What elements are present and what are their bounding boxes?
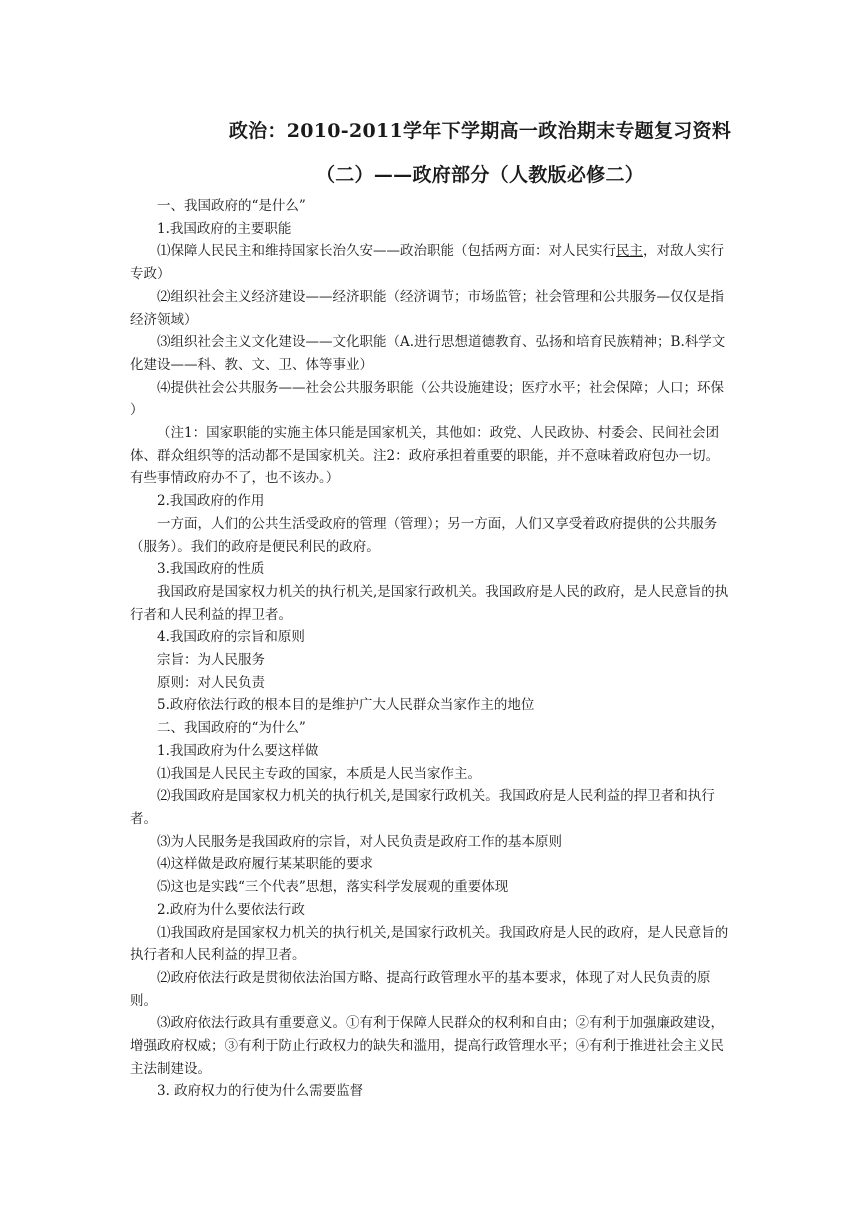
note-paragraph: （注1：国家职能的实施主体只能是国家机关，其他如：政党、人民政协、村委会、民间社会团体、群众组织等的活动都不是国家机关。注2：政府承担着重要的职能，并不意味着政府包办一切。有些事情政府办不了，也不该办。） bbox=[130, 425, 720, 487]
paragraph: ⑷这样做是政府履行某某职能的要求 bbox=[157, 856, 373, 873]
subheading: 1.我国政府的主要职能 bbox=[157, 220, 292, 237]
paragraph: ⑴我国政府是国家权力机关的执行机关,是国家行政机关。我国政府是人民的政府，是人民意旨的执行者和人民利益的捍卫者。 bbox=[130, 924, 729, 964]
paragraph: ⑴我国是人民民主专政的国家，本质是人民当家作主。 bbox=[157, 765, 481, 782]
paragraph-text: ，对敌人实行专政） bbox=[130, 243, 724, 283]
underlined-word: 民主 bbox=[616, 243, 643, 260]
document-title-line-2: （二）——政府部分（人教版必修二） bbox=[315, 164, 645, 186]
paragraph: ⑸这也是实践“三个代表”思想，落实科学发展观的重要体现 bbox=[157, 879, 509, 896]
paragraph: ⑵组织社会主义经济建设——经济职能（经济调节；市场监管；社会管理和公共服务—仅仅是指经济领域） bbox=[130, 288, 724, 328]
subheading: 1.我国政府为什么要这样做 bbox=[157, 742, 319, 759]
paragraph: ⑶为人民服务是我国政府的宗旨，对人民负责是政府工作的基本原则 bbox=[157, 833, 562, 850]
subheading: 4.我国政府的宗旨和原则 bbox=[157, 629, 305, 646]
paragraph: 我国政府是国家权力机关的执行机关,是国家行政机关。我国政府是人民的政府，是人民意旨的执行者和人民利益的捍卫者。 bbox=[130, 583, 729, 623]
document-title-line-1: 政治：2010-2011学年下学期高一政治期末专题复习资料 bbox=[228, 120, 732, 142]
paragraph: 一方面，人们的公共生活受政府的管理（管理）；另一方面，人们又享受着政府提供的公共服务（服务）。我们的政府是便民利民的政府。 bbox=[130, 515, 718, 555]
subheading: 3. 政府权力的行使为什么需要监督 bbox=[157, 1083, 364, 1100]
paragraph: ⑵我国政府是国家权力机关的执行机关,是国家行政机关。我国政府是人民利益的捍卫者和执行者。 bbox=[130, 788, 715, 827]
paragraph-political-function bbox=[130, 240, 730, 285]
paragraph: ⑵政府依法行政是贯彻依法治国方略、提高行政管理水平的基本要求，体现了对人民负责的原则。 bbox=[130, 969, 711, 1009]
paragraph: ⑷提供社会公共服务——社会公共服务职能（公共设施建设；医疗水平；社会保障；人口；环保 ） bbox=[130, 379, 724, 419]
subheading: 5.政府依法行政的根本目的是维护广大人民群众当家作主的地位 bbox=[157, 697, 535, 714]
paragraph: 原则：对人民负责 bbox=[157, 674, 265, 691]
section-heading: 二、我国政府的“为什么” bbox=[157, 720, 306, 737]
section-heading: 一、我国政府的“是什么” bbox=[157, 198, 306, 214]
paragraph: ⑶政府依法行政具有重要意义。①有利于保障人民群众的权利和自由；②有利于加强廉政建设，增强政府权威；③有利于防止行政权力的缺失和滥用，提高行政管理水平；④有利于推进社会主义民主法制建设。 bbox=[130, 1015, 724, 1077]
subheading: 2.我国政府的作用 bbox=[157, 493, 265, 510]
subheading: 2.政府为什么要依法行政 bbox=[157, 901, 305, 918]
paragraph: 宗旨：为人民服务 bbox=[157, 652, 265, 669]
subheading: 3.我国政府的性质 bbox=[157, 561, 265, 578]
paragraph: ⑶组织社会主义文化建设——文化职能（A.进行思想道德教育、弘扬和培育民族精神；B.科学文化建设——科、教、文、卫、体等事业） bbox=[130, 334, 726, 373]
paragraph-text: ⑴保障人民民主和维持国家长治久安——政治职能（包括两方面：对人民实行 bbox=[157, 243, 616, 260]
document-body bbox=[130, 195, 730, 1103]
